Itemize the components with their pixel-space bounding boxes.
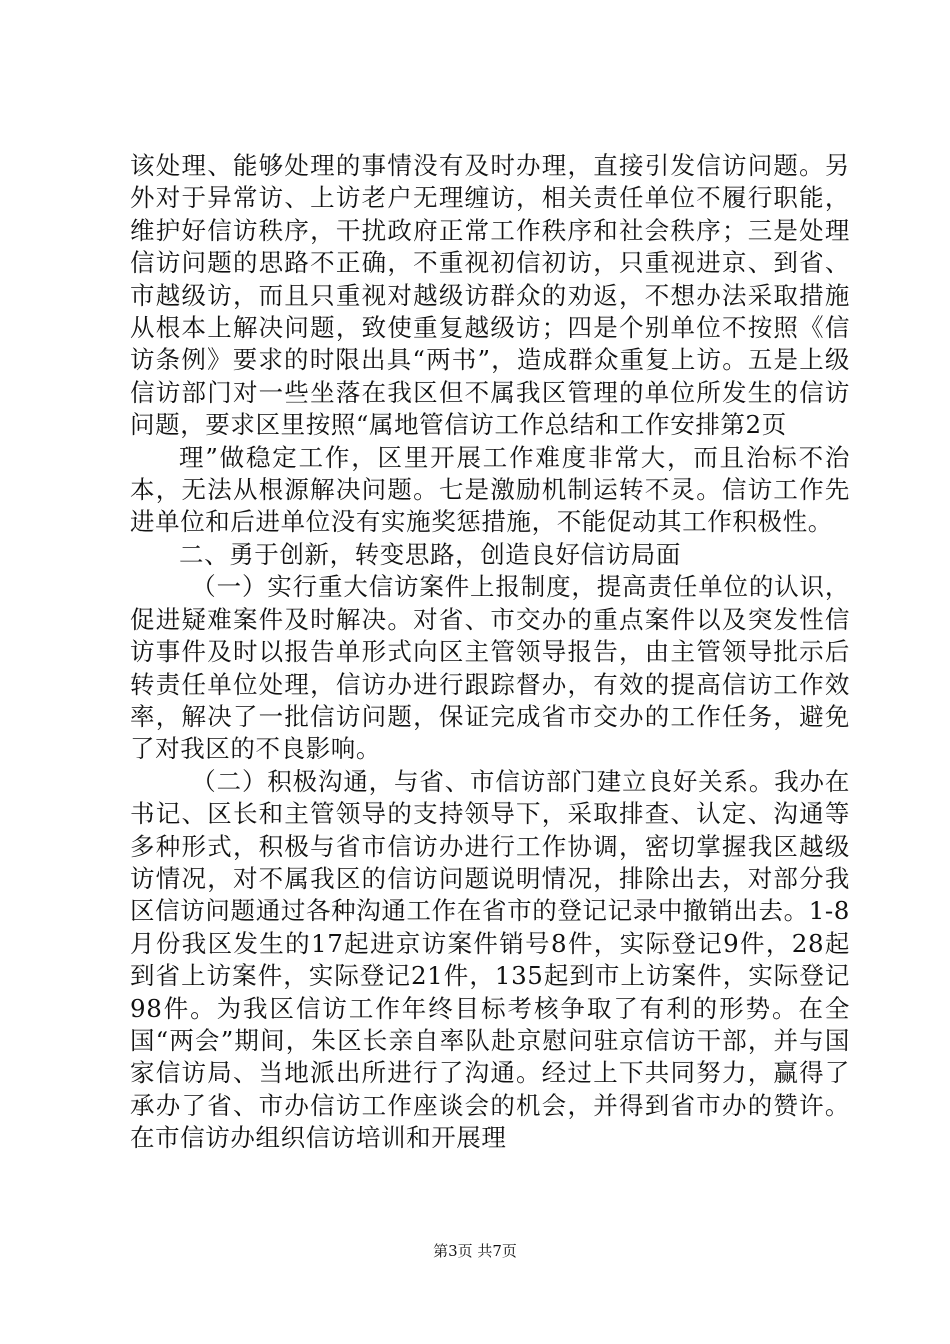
paragraph-1: 该处理、能够处理的事情没有及时办理，直接引发信访问题。另外对于异常访、上访老户无理缠访，相关责任单位不履行职能，维护好信访秩序，干扰政府正常工作秩序和社会秩序；三是处理信访问题的思路不正确，不重视初信初访，只重视进京、到省、市越级访，而且只重视对越级访群众的劝返，不想办法采取措施从根本上解决问题，致使重复越级访；四是个别单位不按照《信访条例》要求的时限出具“两书”，造成群众重复上访。五是上级信访部门对一些坐落在我区但不属我区管理的单位所发生的信访问题，要求区里按照“属地管信访工作总结和工作安排第2页: [130, 151, 850, 440]
paragraph-4: （二）积极沟通，与省、市信访部门建立良好关系。我办在书记、区长和主管领导的支持领导下，采取排查、认定、沟通等多种形式，积极与省市信访办进行工作协调，密切掌握我区越级访情况，对不属我区的信访问题说明情况，排除出去，对部分我区信访问题通过各种沟通工作在省市的登记记录中撤销出去。1-8月份我区发生的17起进京访案件销号8件，实际登记9件，28起到省上访案件，实际登记21件，135起到市上访案件，实际登记98件。为我区信访工作年终目标考核争取了有利的形势。在全国“两会”期间，朱区长亲自率队赴京慰问驻京信访干部，并与国家信访局、当地派出所进行了沟通。经过上下共同努力，赢得了承办了省、市办信访工作座谈会的机会，并得到省市办的赞许。在市信访办组织信访培训和开展理: [130, 766, 850, 1153]
paragraph-2: 理”做稳定工作，区里开展工作难度非常大，而且治标不治本，无法从根源解决问题。七是激励机制运转不灵。信访工作先进单位和后进单位没有实施奖惩措施，不能促动其工作积极性。: [130, 442, 850, 537]
document-body: [130, 150, 850, 1155]
paragraph-3: （一）实行重大信访案件上报制度，提高责任单位的认识，促进疑难案件及时解决。对省、市交办的重点案件以及突发性信访事件及时以报告单形式向区主管领导报告，由主管领导批示后转责任单位处理，信访办进行跟踪督办，有效的提高信访工作效率，解决了一批信访问题，保证完成省市交办的工作任务，避免了对我区的不良影响。: [130, 572, 850, 764]
page-footer: 第3页 共7页: [433, 1242, 517, 1260]
section-heading: 二、勇于创新，转变思路，创造良好信访局面: [179, 539, 681, 569]
